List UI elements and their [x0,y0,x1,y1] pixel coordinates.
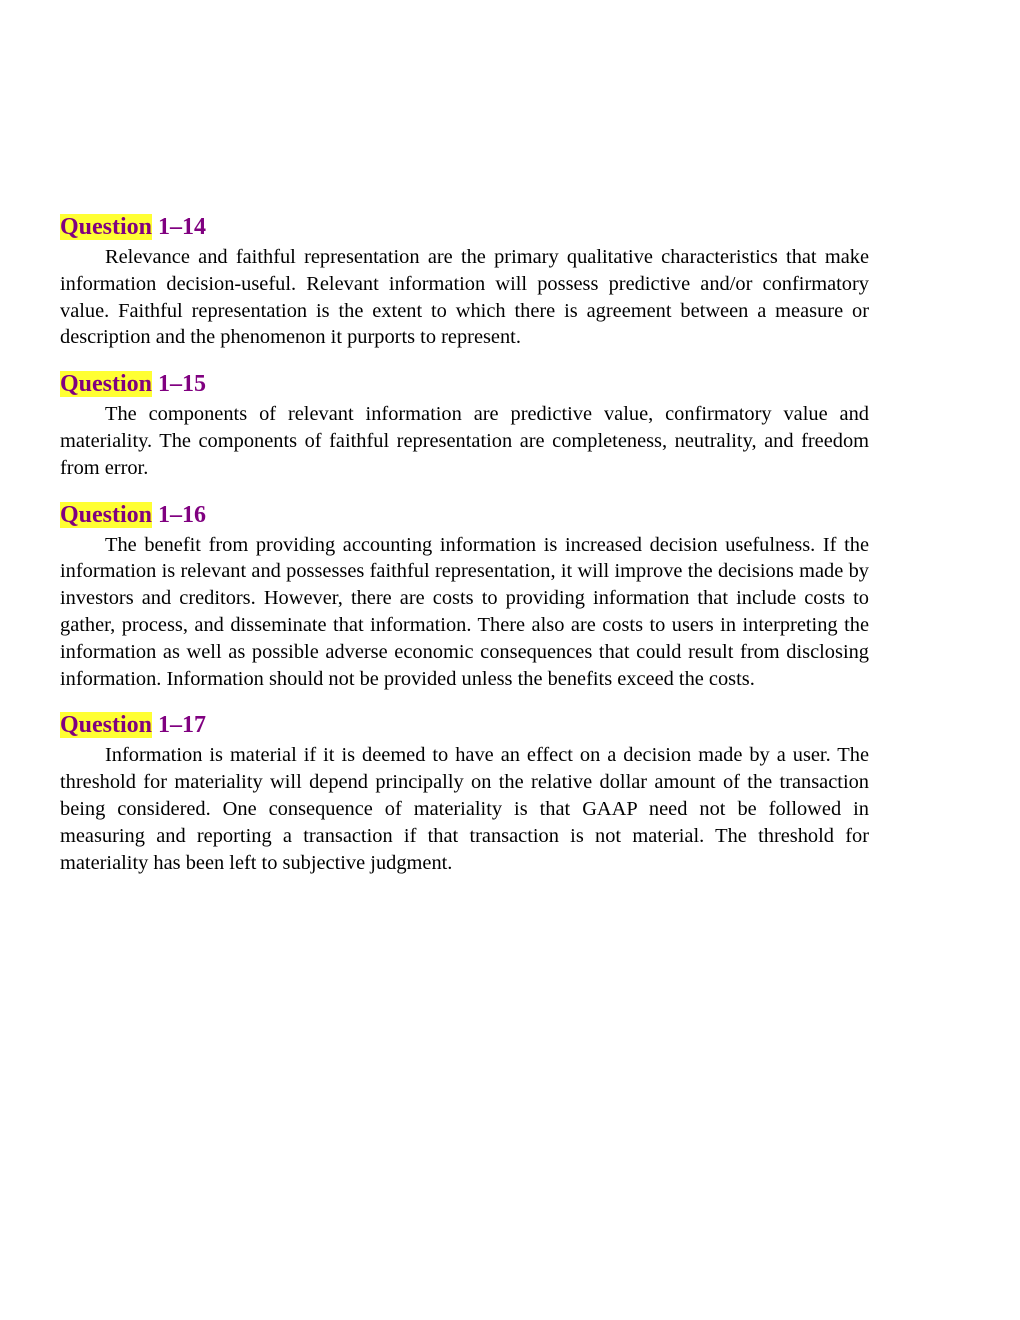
question-label: Question [60,501,153,528]
question-number: 1–15 [158,371,207,398]
answer-paragraph: The components of relevant information are predictive value, confirmatory value and materiality. The components of faithful representation are completeness, neutrality, and freedom from error. [60,403,869,479]
question-heading [60,367,869,401]
answer-paragraph: The benefit from providing accounting information is increased decision usefulness. If the information is relevant and possesses faithful representation, it will improve the decisions made by investors and creditors. However, there are costs to providing information that include costs to gather, process, and disseminate that information. There also are costs to users in interpreting the information as well as possible adverse economic consequences that could result from disclosing information. Information should not be provided unless the benefits exceed the costs. [60,533,869,690]
question-section [60,498,869,693]
question-section [60,367,869,481]
question-label: Question [60,214,153,240]
question-heading [60,498,869,532]
question-number: 1–17 [158,712,207,739]
answer-paragraph: Information is material if it is deemed to have an effect on a decision made by a user. The threshold for materiality will depend principally on the relative dollar amount of the transaction being considered. One consequence of materiality is that GAAP need not be followed in measuring and reporting a transaction if that transaction is not material. The threshold for materiality has been left to subjective judgment. [60,744,869,874]
question-section [60,708,869,876]
question-label: Question [60,712,153,739]
question-label: Question [60,371,153,398]
question-section [60,210,869,351]
question-number: 1–14 [158,214,207,240]
answer-paragraph: Relevance and faithful representation are the primary qualitative characteristics that make information decision-useful. Relevant information will possess predictive and/or confirmatory value. Faithful representation is the extent to which there is agreement between a measure or description and the phenomenon it purports to represent. [60,246,869,349]
question-number: 1–16 [158,501,207,528]
document-page [60,210,869,892]
question-heading [60,210,869,244]
question-heading [60,708,869,742]
